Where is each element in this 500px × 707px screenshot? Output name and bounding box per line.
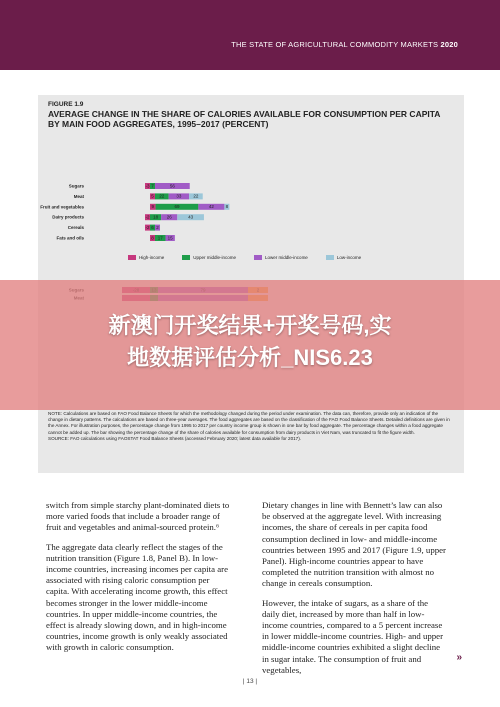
category-label: Cereals	[67, 225, 84, 231]
bar-value-label: -2	[145, 214, 150, 220]
promo-overlay-banner	[0, 280, 500, 410]
chart-legend	[128, 255, 361, 260]
category-label: Dairy products	[52, 214, 84, 220]
overlay-line-1: 新澳门开奖结果+开奖号码,实	[108, 313, 392, 338]
report-year: 2020	[440, 40, 458, 49]
bar-value-label: -2	[145, 224, 150, 230]
bar-value-label: 2	[156, 224, 159, 230]
report-title-text: THE STATE OF AGRICULTURAL COMMODITY MARKETS	[231, 40, 439, 49]
bar-value-label: 9	[151, 204, 155, 210]
bar-value-label: 22	[159, 193, 165, 199]
bar-value-label: -3	[145, 183, 150, 189]
body-column-right	[262, 500, 447, 684]
bar-value-label: 69	[174, 204, 180, 210]
legend-item	[128, 255, 164, 260]
bar-value-label: 8	[225, 204, 229, 210]
bar-value-label: 18	[153, 214, 159, 220]
bar-value-label: 22	[193, 193, 199, 199]
bar-value-label: 8	[151, 235, 154, 241]
figure-notes	[48, 411, 453, 442]
bar-value-label: 43	[188, 214, 194, 220]
bar-value-label: 56	[169, 183, 175, 189]
legend-item	[182, 255, 236, 260]
body-paragraph: However, the intake of sugars, as a share of the daily diet, increased by more than half in low-income countries, compared to a 5 percent increase in lower middle-income countries. High- and upper middle-income countries exhibited a slight decline in sugar intake. The consumption of fruit and vegetables,	[262, 597, 444, 675]
continue-arrow-icon: »	[456, 652, 462, 663]
figure-title: AVERAGE CHANGE IN THE SHARE OF CALORIES AVAILABLE FOR CONSUMPTION PER CAPITA BY MAIN FOOD AGGREGATES, 1995–2017 (PERCENT)	[48, 109, 441, 129]
report-title	[231, 40, 458, 49]
category-label: Fats and oils	[56, 235, 84, 241]
legend-swatch	[182, 255, 190, 260]
category-label: Meat	[73, 193, 84, 199]
legend-label: Lower middle-income	[265, 255, 308, 260]
legend-swatch	[254, 255, 262, 260]
page-number: | 13 |	[242, 678, 258, 685]
body-column-left	[46, 500, 231, 662]
report-header-bar	[0, 0, 500, 70]
legend-label: Low-income	[336, 255, 362, 260]
bar-value-label: 33	[176, 193, 182, 199]
bar-value-label: 17	[157, 235, 163, 241]
legend-item	[254, 255, 308, 260]
legend-label: Upper middle-income	[193, 255, 237, 260]
legend-item	[326, 255, 361, 260]
bar-value-label: 26	[166, 214, 172, 220]
figure-note-text: NOTE: Calculations are based on FAO Food Balance Sheets for which the methodology changed during the period under examination. The data can, therefore, provide only an indication of the change in dietary patterns. The calculations are based on three-year averages. The food aggregates are based on the classification of the FAO Food Balance Sheets. Detailed definitions are given in the Annex. For illustration purposes, the percentage change from 1995 to 2017 per country income group is shown in one bar by food aggregate. The percentage changes within a food aggregate cannot be added up. The bar showing the percentage change of the share of calories available for consumption from dairy products in Viet Nam, was truncated to fit the figure width.	[48, 411, 450, 435]
bar-value-label: 5	[151, 193, 154, 199]
body-paragraph: Dietary changes in line with Bennett’s law can also be observed at the aggregate level. With increasing incomes, the share of cereals in per capita food consumption declined in low- and middle-income countries between 1995 and 2017 (Figure 1.9, upper Panel). High-income countries appear to have completed the nutrition transition with almost no change in cereals consumption.	[262, 500, 446, 589]
bar-value-label: 15	[167, 235, 173, 241]
category-label: Sugars	[68, 183, 84, 189]
legend-swatch	[128, 255, 136, 260]
legend-label: High-income	[139, 255, 165, 260]
bar-value-label: 42	[208, 204, 214, 210]
figure-source-text: SOURCE: FAO calculations using FAOSTAT Food Balance Sheets (accessed February 2020; latest data available for 2017).	[48, 435, 302, 441]
body-paragraph: The aggregate data clearly reflect the stages of the nutrition transition (Figure 1.8, Panel B). In low-income countries, increasing incomes per capita are associated with rising caloric consumption per capita. With accelerating income growth, this effect becomes stronger in the lower middle-income countries. In upper middle-income countries, the effect is already slowing down, and in high-income countries, income growth is only weakly associated with growth in caloric consumption.	[46, 541, 228, 653]
figure-label: FIGURE 1.9	[48, 101, 84, 108]
legend-swatch	[326, 255, 334, 260]
bar-value-label: 7	[151, 183, 154, 189]
bar-value-label: 6	[151, 224, 154, 230]
category-label: Fruit and vegetables	[40, 204, 84, 210]
body-paragraph: switch from simple starchy plant-dominated diets to more varied foods that include a broader range of fruit and vegetables and animal-sourced protein.⁶	[46, 500, 230, 533]
overlay-line-2: 地数据评估分析_NIS6.23	[127, 345, 373, 370]
